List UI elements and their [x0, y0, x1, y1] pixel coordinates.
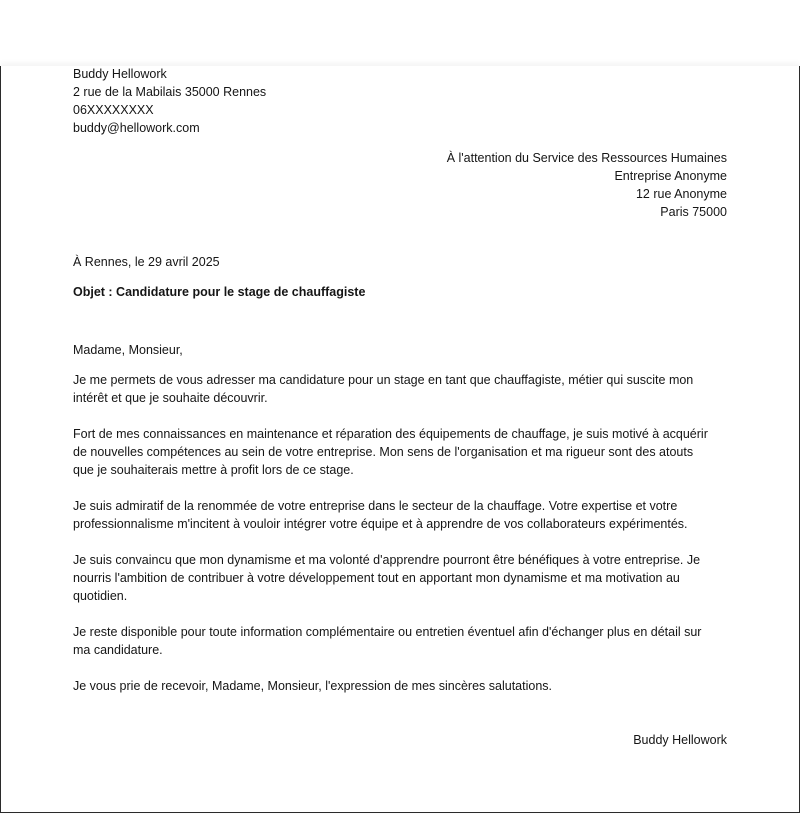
signature: Buddy Hellowork	[633, 733, 727, 747]
paragraph-line: quotidien.	[73, 589, 128, 603]
body-paragraph-3	[73, 497, 733, 533]
body-paragraph-1	[73, 371, 733, 407]
greeting: Madame, Monsieur,	[73, 343, 183, 357]
recipient-street: 12 rue Anonyme	[635, 187, 727, 201]
subject-line: Objet : Candidature pour le stage de chauffagiste	[73, 285, 366, 299]
paragraph-line: que je souhaiterais mettre à profit lors de ce stage.	[73, 463, 354, 477]
body-paragraph-2	[73, 425, 733, 479]
sender-address: 2 rue de la Mabilais 35000 Rennes	[73, 85, 267, 99]
paragraph-line: de nouvelles compétences au sein de votre entreprise. Mon sens de l'organisation et ma rigueur sont des atouts	[73, 445, 694, 459]
paragraph-line: professionnalisme m'incitent à vouloir intégrer votre équipe et à apprendre de vos collaborateurs expérimentés.	[73, 517, 688, 531]
paragraph-line: intérêt et que je souhaite découvrir.	[73, 391, 268, 405]
recipient-city: Paris 75000	[660, 205, 727, 219]
paragraph-line: nourris l'ambition de contribuer à votre développement tout en apportant mon dynamisme et ma motivation au	[73, 571, 680, 585]
paragraph-line: ma candidature.	[73, 643, 163, 657]
sender-phone: 06XXXXXXXX	[73, 103, 154, 117]
paragraph-line: Je suis admiratif de la renommée de votre entreprise dans le secteur de la chauffage. Votre expertise et votre	[73, 499, 678, 513]
top-margin	[0, 0, 800, 66]
recipient-company: Entreprise Anonyme	[614, 169, 727, 183]
body-paragraph-4	[73, 551, 733, 605]
paragraph-line: Je vous prie de recevoir, Madame, Monsieur, l'expression de mes sincères salutations.	[73, 679, 553, 693]
body-paragraph-5	[73, 623, 733, 659]
paragraph-line: Je suis convaincu que mon dynamisme et ma volonté d'apprendre pourront être bénéfiques à votre entreprise. Je	[73, 553, 701, 567]
paragraph-line: Fort de mes connaissances en maintenance et réparation des équipements de chauffage, je suis motivé à acquérir	[73, 427, 708, 441]
paragraph-line: Je reste disponible pour toute information complémentaire ou entretien éventuel afin d'échanger plus en détail sur	[73, 625, 702, 639]
paragraph-line: Je me permets de vous adresser ma candidature pour un stage en tant que chauffagiste, métier qui suscite mon	[73, 373, 694, 387]
recipient-attention: À l'attention du Service des Ressources Humaines	[446, 151, 727, 165]
sender-name: Buddy Hellowork	[73, 67, 167, 81]
sender-email: buddy@hellowork.com	[73, 121, 200, 135]
closing-paragraph	[73, 677, 733, 695]
letter-page	[0, 66, 800, 813]
date-line: À Rennes, le 29 avril 2025	[73, 255, 220, 269]
